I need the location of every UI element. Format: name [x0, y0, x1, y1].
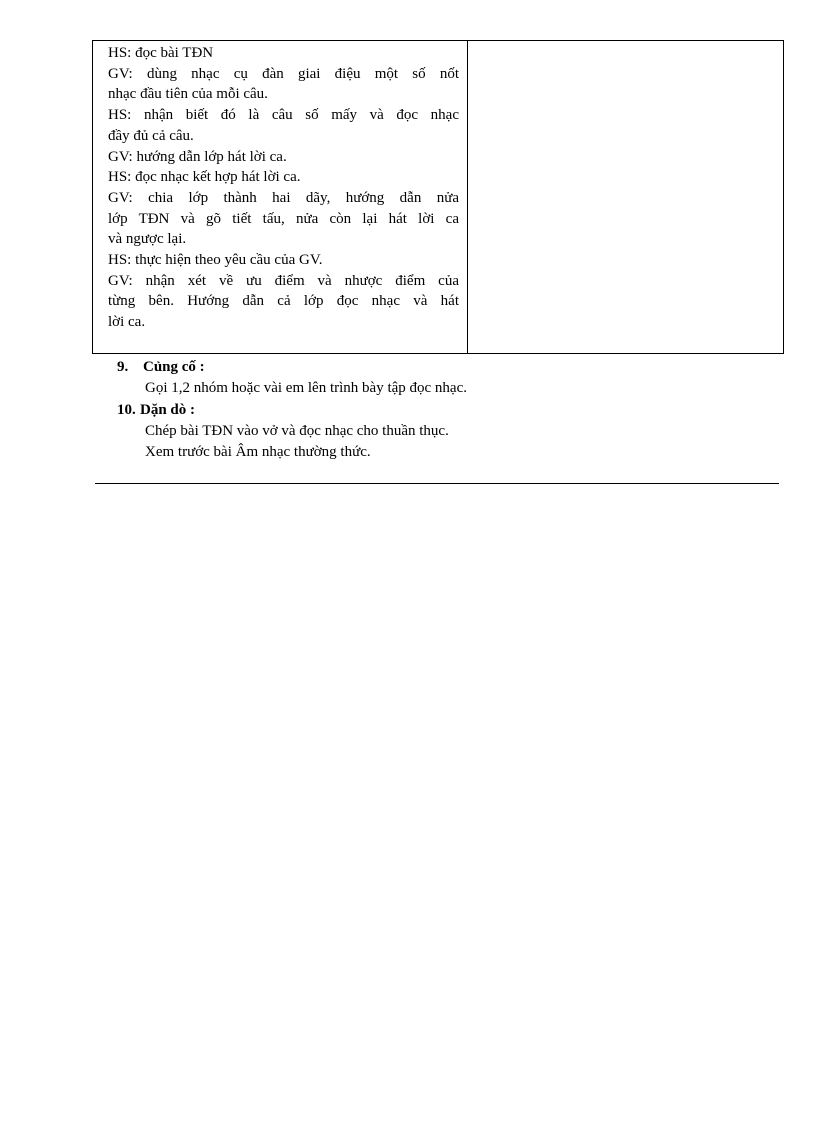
section-body	[117, 378, 767, 399]
table-row	[93, 41, 784, 354]
horizontal-divider	[95, 483, 779, 484]
activity-line: lời ca.	[108, 314, 146, 331]
activity-line: HS: đọc nhạc kết hợp hát lời ca.	[108, 169, 301, 186]
section-title: Củng cố :	[143, 359, 205, 375]
activity-line: GV: nhận xét về ưu điểm và nhược điểm của	[108, 272, 459, 289]
activity-line: từng bên. Hướng dẫn cả lớp đọc nhạc và hát	[108, 293, 459, 310]
activity-line: và ngược lại.	[108, 231, 187, 248]
lesson-activity-table	[92, 40, 784, 354]
section-title: Dặn dò :	[140, 402, 196, 418]
activity-line: nhạc đầu tiên của mỗi câu.	[108, 86, 268, 103]
section-number: 9.	[117, 359, 129, 375]
section-heading	[117, 400, 767, 421]
section-heading	[117, 357, 767, 378]
activity-line: GV: hướng dẫn lớp hát lời ca.	[108, 148, 287, 165]
section-number: 10.	[117, 402, 136, 418]
activity-line: GV: chia lớp thành hai dãy, hướng dẫn nửa	[108, 189, 459, 206]
content-cell	[468, 41, 784, 354]
activity-line: lớp TĐN và gõ tiết tấu, nửa còn lại hát lời ca	[108, 210, 459, 227]
section-cung-co	[117, 357, 767, 399]
section-body	[117, 421, 767, 463]
activity-line: HS: nhận biết đó là câu số mấy và đọc nhạc	[108, 107, 459, 124]
activity-line: HS: đọc bài TĐN	[108, 45, 214, 61]
activity-line: GV: dùng nhạc cụ đàn giai điệu một số nốt	[108, 65, 459, 82]
section-line: Chép bài TĐN vào vở và đọc nhạc cho thuần thục.	[145, 423, 449, 439]
activity-line: HS: thực hiện theo yêu cầu của GV.	[108, 252, 323, 269]
section-line: Xem trước bài Âm nhạc thường thức.	[145, 444, 371, 460]
section-dan-do	[117, 400, 767, 463]
activity-line: đầy đủ cả câu.	[108, 127, 194, 144]
teacher-student-activities-cell	[93, 41, 468, 354]
section-line: Gọi 1,2 nhóm hoặc vài em lên trình bày tập đọc nhạc.	[145, 380, 467, 396]
